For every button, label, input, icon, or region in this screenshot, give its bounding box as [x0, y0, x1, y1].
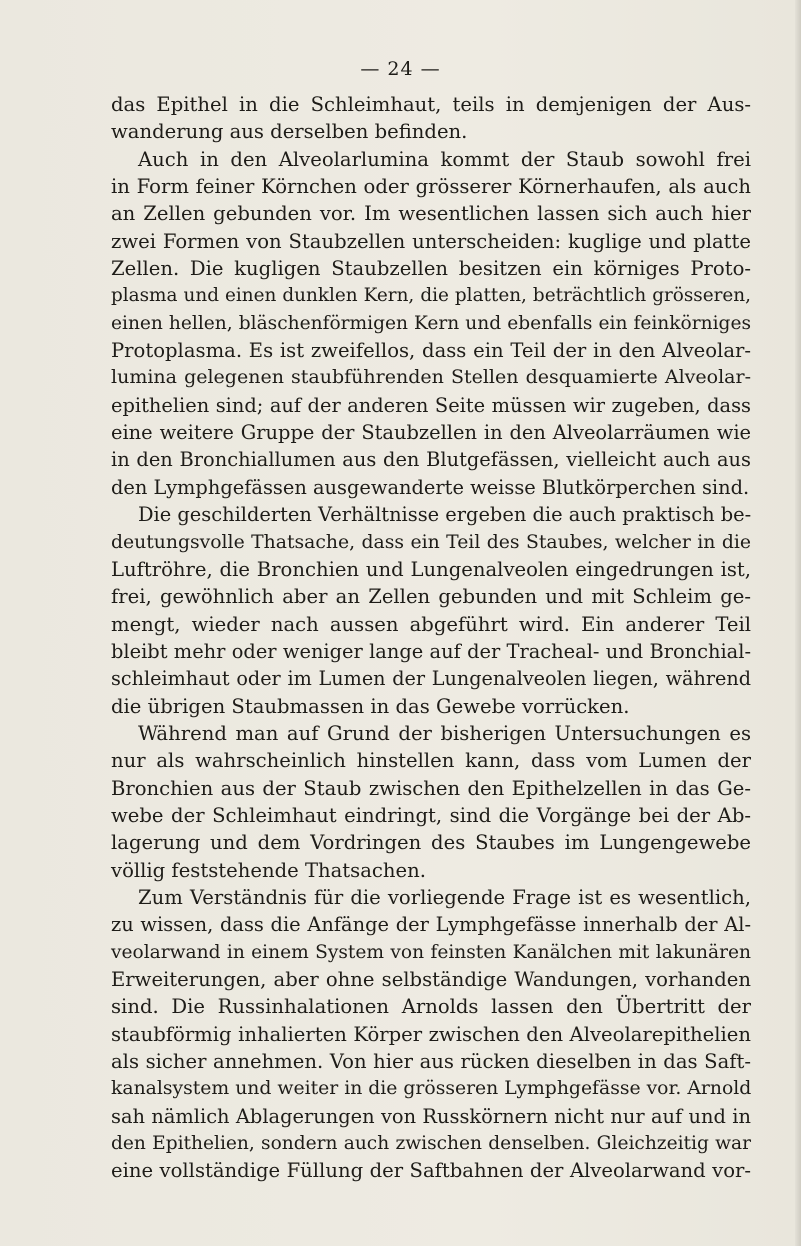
text-line: die übrigen Staubmassen in das Gewebe vorrücken.: [111, 694, 630, 718]
text-line: kanalsystem und weiter in die grösseren Lymphgefässe vor. Arnold: [111, 1078, 752, 1100]
text-line: das Epithel in die Schleimhaut, teils in demjenigen der Aus-: [111, 93, 751, 116]
text-line: Bronchien aus der Staub zwischen den Epithelzellen in das Ge-: [111, 776, 751, 800]
text-line: Protoplasma. Es ist zweifellos, dass ein Teil der in den Alveolar-: [111, 339, 751, 363]
text-line: zu wissen, dass die Anfänge der Lymphgefässe innerhalb der Al-: [111, 913, 751, 937]
text-line: nur als wahrscheinlich hinstellen kann, dass vom Lumen der: [111, 749, 751, 773]
text-line: völlig feststehende Thatsachen.: [111, 858, 426, 882]
text-line: epithelien sind; auf der anderen Seite müssen wir zugeben, dass: [111, 393, 751, 417]
text-line: schleimhaut oder im Lumen der Lungenalveolen liegen, während: [111, 667, 751, 691]
body-text: [111, 91, 751, 1185]
text-line: sind. Die Russinhalationen Arnolds lassen den Übertritt der: [111, 995, 751, 1019]
text-line: in den Bronchiallumen aus den Blutgefässen, vielleicht auch aus: [111, 448, 751, 472]
text-line: an Zellen gebunden vor. Im wesentlichen lassen sich auch hier: [111, 202, 751, 226]
text-line: mengt, wieder nach aussen abgeführt wird. Ein anderer Teil: [111, 612, 751, 636]
text-line: Zellen. Die kugligen Staubzellen besitzen ein körniges Proto-: [111, 257, 751, 281]
text-line: Während man auf Grund der bisherigen Untersuchungen es: [138, 721, 751, 745]
text-line: sah nämlich Ablagerungen von Russkörnern nicht nur auf und in: [111, 1104, 751, 1128]
text-line: staubförmig inhalierten Körper zwischen den Alveolarepithelien: [111, 1022, 751, 1046]
text-line: Auch in den Alveolarlumina kommt der Staub sowohl frei: [138, 147, 751, 171]
text-line: frei, gewöhnlich aber an Zellen gebunden und mit Schleim ge-: [111, 585, 751, 609]
text-line: Die geschilderten Verhältnisse ergeben die auch praktisch be-: [138, 503, 752, 527]
text-line: veolarwand in einem System von feinsten Kanälchen mit lakunären: [111, 941, 751, 963]
text-line: lagerung und dem Vordringen des Staubes im Lungengewebe: [111, 831, 751, 855]
text-line: webe der Schleimhaut eindringt, sind die Vorgänge bei der Ab-: [111, 803, 751, 827]
text-line: zwei Formen von Staubzellen unterscheiden: kuglige und platte: [111, 229, 751, 253]
text-line: eine weitere Gruppe der Staubzellen in den Alveolarräumen wie: [111, 421, 751, 445]
text-line: in Form feiner Körnchen oder grösserer Körnerhaufen, als auch: [111, 175, 751, 199]
text-line: wanderung aus derselben befinden.: [111, 120, 468, 144]
page-number: — 24 —: [360, 58, 441, 80]
text-line: Zum Verständnis für die vorliegende Frage ist es wesentlich,: [138, 885, 751, 909]
text-line: den Lymphgefässen ausgewanderte weisse Blutkörperchen sind.: [111, 475, 750, 499]
text-line: den Epithelien, sondern auch zwischen denselben. Gleichzeitig war: [111, 1133, 751, 1155]
text-line: plasma und einen dunklen Kern, die platten, beträchtlich grösseren,: [111, 285, 751, 307]
text-line: als sicher annehmen. Von hier aus rücken dieselben in das Saft-: [111, 1050, 751, 1074]
text-line: Luftröhre, die Bronchien und Lungenalveolen eingedrungen ist,: [111, 557, 751, 581]
text-line: eine vollständige Füllung der Saftbahnen der Alveolarwand vor-: [111, 1159, 751, 1183]
text-line: deutungsvolle Thatsache, dass ein Teil des Staubes, welcher in die: [111, 531, 751, 553]
page-edge-shadow: [795, 0, 801, 1246]
text-line: einen hellen, bläschenförmigen Kern und ebenfalls ein feinkörniges: [111, 312, 751, 334]
text-line: bleibt mehr oder weniger lange auf der Tracheal- und Bronchial-: [111, 639, 751, 663]
text-line: lumina gelegenen staubführenden Stellen desquamierte Alveolar-: [111, 366, 751, 389]
text-line: Erweiterungen, aber ohne selbständige Wandungen, vorhanden: [111, 968, 751, 991]
